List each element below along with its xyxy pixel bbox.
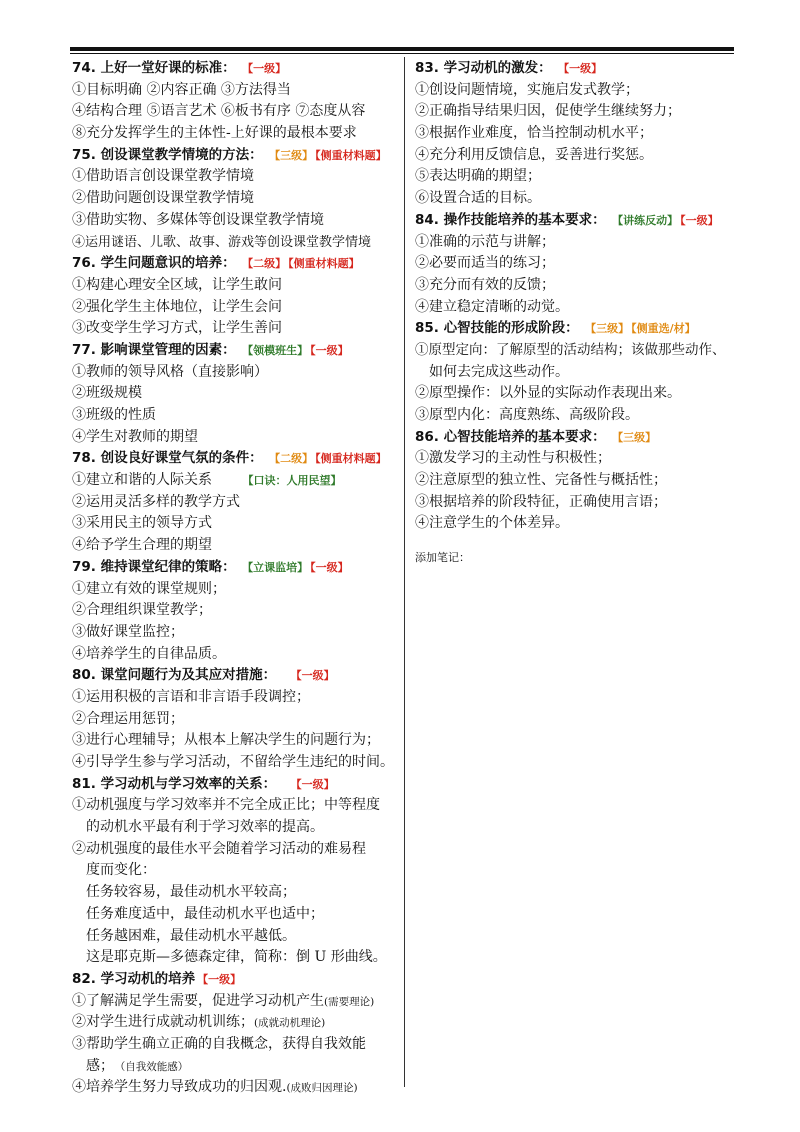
- focus-tag: 【侧重材料题】: [315, 452, 387, 466]
- list-item: ②必要而适当的练习；: [415, 255, 555, 272]
- focus-tag: 【侧重材料题】: [315, 148, 387, 162]
- section-75-heading: [72, 145, 402, 167]
- focus-tag: 【侧重选/材】: [631, 322, 696, 336]
- list-item: ①借助语言创设课堂教学情境: [72, 168, 254, 185]
- list-item-continuation: 任务难度适中，最佳动机水平也适中；: [86, 905, 324, 922]
- level-tag: 【一级】: [310, 343, 349, 357]
- section-title: 74. 上好一堂好课的标准：: [72, 60, 236, 76]
- list-item: ①动机强度与学习效率并不完全成正比；中等程度: [72, 797, 380, 814]
- list-item-continuation: 任务越困难，最佳动机水平越低。: [86, 927, 296, 944]
- list-item: ③采用民主的领导方式: [72, 515, 212, 532]
- list-item-text: 感；: [86, 1057, 114, 1074]
- list-item: ④给予学生合理的期望: [72, 537, 212, 554]
- section-81-heading: [72, 774, 402, 796]
- list-item: ④注意学生的个体差异。: [415, 515, 569, 532]
- section-78-heading: [72, 448, 402, 470]
- level-tag: 【三级】: [585, 322, 630, 336]
- list-item: ②原型操作：以外显的实际动作表现出来。: [415, 385, 681, 402]
- level-tag: 【三级】: [612, 430, 657, 444]
- list-item: ⑧充分发挥学生的主体性-上好课的最根本要求: [72, 125, 357, 142]
- list-item: [72, 1012, 402, 1034]
- level-tag: 【一级】: [290, 669, 335, 683]
- list-item: ②合理组织课堂教学；: [72, 602, 212, 619]
- top-rule-thin: [70, 53, 734, 54]
- level-tag: 【一级】: [310, 560, 349, 574]
- list-item-continuation: 这是耶克斯—多德森定律，简称：倒 U 形曲线。: [86, 949, 387, 966]
- section-title: 83. 学习动机的激发：: [415, 60, 552, 76]
- theory-note: （自我效能感）: [120, 1060, 189, 1073]
- list-item: ④建立稳定清晰的动觉。: [415, 298, 569, 315]
- level-tag: 【一级】: [242, 62, 287, 75]
- list-item: ③原型内化：高度熟练、高级阶段。: [415, 407, 639, 423]
- list-item: [72, 991, 402, 1013]
- list-item: ④运用谜语、儿歌、故事、游戏等创设课堂教学情境: [72, 234, 372, 250]
- mnemonic-tag: 【立课监培】: [242, 560, 309, 574]
- level-tag: 【一级】: [290, 777, 335, 791]
- list-item-text: ①了解满足学生需要，促进学习动机产生: [72, 992, 324, 1009]
- section-80-heading: [72, 665, 402, 687]
- section-title: 79. 维持课堂纪律的策略：: [72, 558, 236, 575]
- list-item: ③进行心理辅导；从根本上解决学生的问题行为；: [72, 732, 380, 749]
- list-item: ②合理运用惩罚；: [72, 710, 184, 727]
- list-item: ①创设问题情境，实施启发式教学；: [415, 81, 639, 98]
- section-76-heading: [72, 253, 402, 275]
- section-title: 80. 课堂问题行为及其应对措施：: [72, 667, 277, 684]
- level-tag: 【一级】: [197, 972, 242, 986]
- level-tag: 【一级】: [558, 62, 603, 75]
- left-column: [72, 58, 402, 1099]
- list-item: ③根据培养的阶段特征，正确使用言语；: [415, 493, 667, 510]
- section-82-heading: [72, 969, 402, 991]
- level-tag: 【一级】: [680, 213, 719, 227]
- theory-note: (需要理论): [324, 995, 375, 1008]
- section-title: 76. 学生问题意识的培养：: [72, 255, 236, 272]
- list-item: ②借助问题创设课堂教学情境: [72, 190, 254, 207]
- list-item: ②强化学生主体地位，让学生会问: [72, 298, 282, 315]
- list-item: ①目标明确 ②内容正确 ③方法得当: [72, 81, 291, 98]
- list-item: ④培养学生的自律品质。: [72, 645, 226, 662]
- section-title: 85. 心智技能的形成阶段：: [415, 320, 579, 337]
- list-item: [72, 1077, 402, 1099]
- list-item: ③帮助学生确立正确的自我概念，获得自我效能: [72, 1035, 366, 1052]
- theory-note: (成就动机理论): [254, 1017, 326, 1030]
- list-item: ③改变学生学习方式，让学生善问: [72, 320, 282, 337]
- list-item: ①原型定向：了解原型的活动结构；该做那些动作、: [415, 341, 726, 358]
- list-item-text: ④培养学生努力导致成功的归因观.: [72, 1079, 287, 1096]
- mnemonic-tag: 【讲练反动】: [612, 213, 679, 227]
- level-tag: 【三级】: [269, 148, 314, 162]
- mnemonic-tag: 【口诀：人用民望】: [242, 474, 342, 488]
- list-item: ①教师的领导风格（直接影响）: [72, 363, 268, 380]
- level-tag: 【二级】: [242, 257, 287, 271]
- section-84-heading: [415, 210, 740, 232]
- list-item-text: ①建立和谐的人际关系: [72, 472, 212, 489]
- list-item-text: ②对学生进行成就动机训练；: [72, 1014, 254, 1031]
- list-item: ②正确指导结果归因，促使学生继续努力；: [415, 103, 681, 120]
- mnemonic-tag: 【领模班生】: [242, 343, 309, 357]
- list-item: ①准确的示范与讲解；: [415, 233, 555, 250]
- right-column: [415, 58, 740, 565]
- section-title: 77. 影响课堂管理的因素：: [72, 341, 236, 358]
- list-item: ②注意原型的独立性、完备性与概括性；: [415, 472, 667, 489]
- section-85-heading: [415, 318, 740, 340]
- list-item: ⑤表达明确的期望；: [415, 168, 541, 185]
- list-item-continuation: 度而变化：: [86, 862, 156, 879]
- focus-tag: 【侧重材料题】: [288, 257, 360, 271]
- theory-note: (成败归因理论): [286, 1082, 358, 1095]
- list-item: ②班级规模: [72, 385, 142, 402]
- list-item: ④引导学生参与学习活动，不留给学生违纪的时间。: [72, 754, 394, 770]
- list-item: ③充分而有效的反馈；: [415, 276, 555, 293]
- level-tag: 【二级】: [269, 452, 314, 466]
- list-item: ④学生对教师的期望: [72, 428, 198, 445]
- section-83-heading: [415, 58, 740, 80]
- section-79-heading: [72, 557, 402, 579]
- list-item: ③做好课堂监控；: [72, 623, 184, 640]
- list-item: ④结构合理 ⑤语言艺术 ⑥板书有序 ⑦态度从容: [72, 103, 366, 120]
- list-item-continuation: 的动机水平最有利于学习效率的提高。: [86, 819, 324, 836]
- list-item: ③班级的性质: [72, 407, 156, 423]
- list-item: ①运用积极的言语和非言语手段调控；: [72, 688, 310, 705]
- section-title: 78. 创设良好课堂气氛的条件：: [72, 450, 263, 467]
- list-item: ①激发学习的主动性与积极性；: [415, 450, 611, 467]
- section-title: 82. 学习动机的培养: [72, 970, 196, 987]
- list-item: ①建立有效的课堂规则；: [72, 580, 226, 597]
- column-divider: [404, 57, 405, 1087]
- list-item: ②动机强度的最佳水平会随着学习活动的难易程: [72, 840, 366, 857]
- section-77-heading: [72, 340, 402, 362]
- section-title: 84. 操作技能培养的基本要求：: [415, 211, 606, 228]
- list-item: ③借助实物、多媒体等创设课堂教学情境: [72, 211, 324, 228]
- list-item-continuation: 如何去完成这些动作。: [429, 363, 569, 380]
- list-item: ⑥设置合适的目标。: [415, 190, 541, 207]
- section-title: 81. 学习动机与学习效率的关系：: [72, 775, 277, 792]
- list-item-continuation: [72, 1056, 402, 1078]
- top-rule-thick: [70, 47, 734, 51]
- section-title: 86. 心智技能培养的基本要求：: [415, 428, 606, 445]
- add-note-label: 添加笔记：: [415, 551, 470, 565]
- list-item: [72, 470, 402, 492]
- list-item-continuation: 任务较容易，最佳动机水平较高；: [86, 884, 296, 901]
- list-item: ④充分利用反馈信息，妥善进行奖惩。: [415, 146, 653, 163]
- list-item: ②运用灵活多样的教学方式: [72, 493, 240, 510]
- section-86-heading: [415, 427, 740, 449]
- section-74-heading: [72, 58, 402, 80]
- section-title: 75. 创设课堂教学情境的方法：: [72, 146, 263, 163]
- list-item: ①构建心理安全区域，让学生敢问: [72, 276, 282, 293]
- list-item: ③根据作业难度，恰当控制动机水平；: [415, 125, 653, 142]
